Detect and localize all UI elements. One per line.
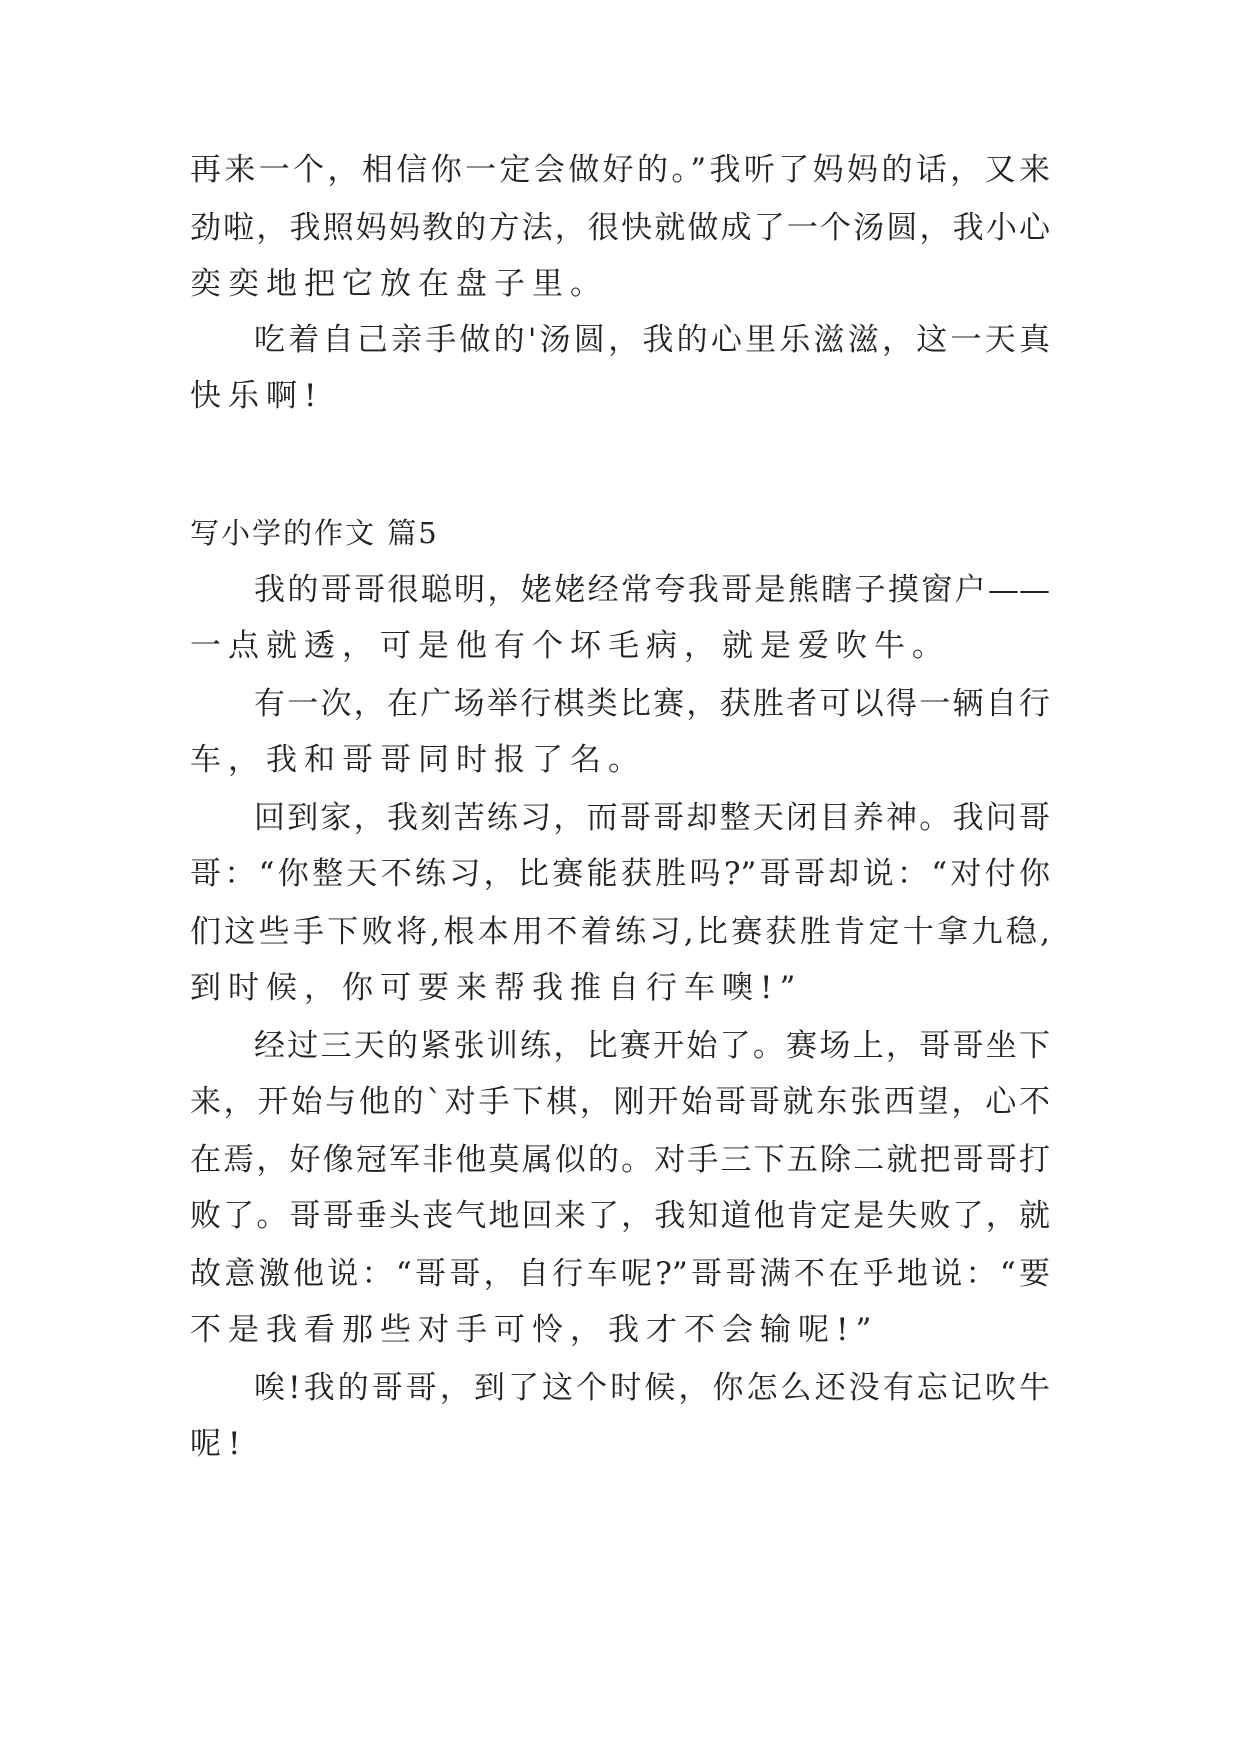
paragraph-line: 们这些手下败将,根本用不着练习,比赛获胜肯定十拿九稳, <box>190 914 1050 950</box>
paragraph-line: 快乐啊! <box>190 378 324 414</box>
paragraph-line: 故意激他说：“哥哥，自行车呢?”哥哥满不在乎地说：“要 <box>190 1256 1050 1292</box>
paragraph-line: 到时候，你可要来帮我推自行车噢!” <box>190 970 803 1006</box>
paragraph-line: 败了。哥哥垂头丧气地回来了，我知道他肯定是失败了，就 <box>190 1198 1050 1234</box>
paragraph-line: 唉!我的哥哥，到了这个时候，你怎么还没有忘记吹牛 <box>254 1370 1050 1406</box>
paragraph-line: 回到家，我刻苦练习，而哥哥却整天闭目养神。我问哥 <box>254 800 1050 836</box>
paragraph-line: 哥：“你整天不练习，比赛能获胜吗?”哥哥却说：“对付你 <box>190 856 1050 892</box>
paragraph-line: 不是我看那些对手可怜，我才不会输呢!” <box>190 1312 879 1348</box>
paragraph-line: 来，开始与他的`对手下棋，刚开始哥哥就东张西望，心不 <box>190 1084 1050 1120</box>
paragraph-line: 在焉，好像冠军非他莫属似的。对手三下五除二就把哥哥打 <box>190 1142 1050 1178</box>
paragraph-line: 呢! <box>190 1426 248 1462</box>
paragraph-line: 劲啦，我照妈妈教的方法，很快就做成了一个汤圆，我小心 <box>190 210 1050 246</box>
paragraph-line: 车，我和哥哥同时报了名。 <box>190 742 646 778</box>
paragraph-line: 我的哥哥很聪明，姥姥经常夸我哥是熊瞎子摸窗户—— <box>254 572 1050 608</box>
paragraph-line: 奕奕地把它放在盘子里。 <box>190 266 608 302</box>
paragraph-line: 一点就透，可是他有个坏毛病，就是爱吹牛。 <box>190 628 950 664</box>
paragraph-line: 吃着自己亲手做的'汤圆，我的心里乐滋滋，这一天真 <box>254 322 1050 358</box>
section-title: 写小学的作文 篇5 <box>190 516 439 550</box>
paragraph-line: 有一次，在广场举行棋类比赛，获胜者可以得一辆自行 <box>254 686 1050 722</box>
paragraph-line: 再来一个，相信你一定会做好的。”我听了妈妈的话，又来 <box>190 152 1050 188</box>
paragraph-line: 经过三天的紧张训练，比赛开始了。赛场上，哥哥坐下 <box>254 1028 1050 1064</box>
